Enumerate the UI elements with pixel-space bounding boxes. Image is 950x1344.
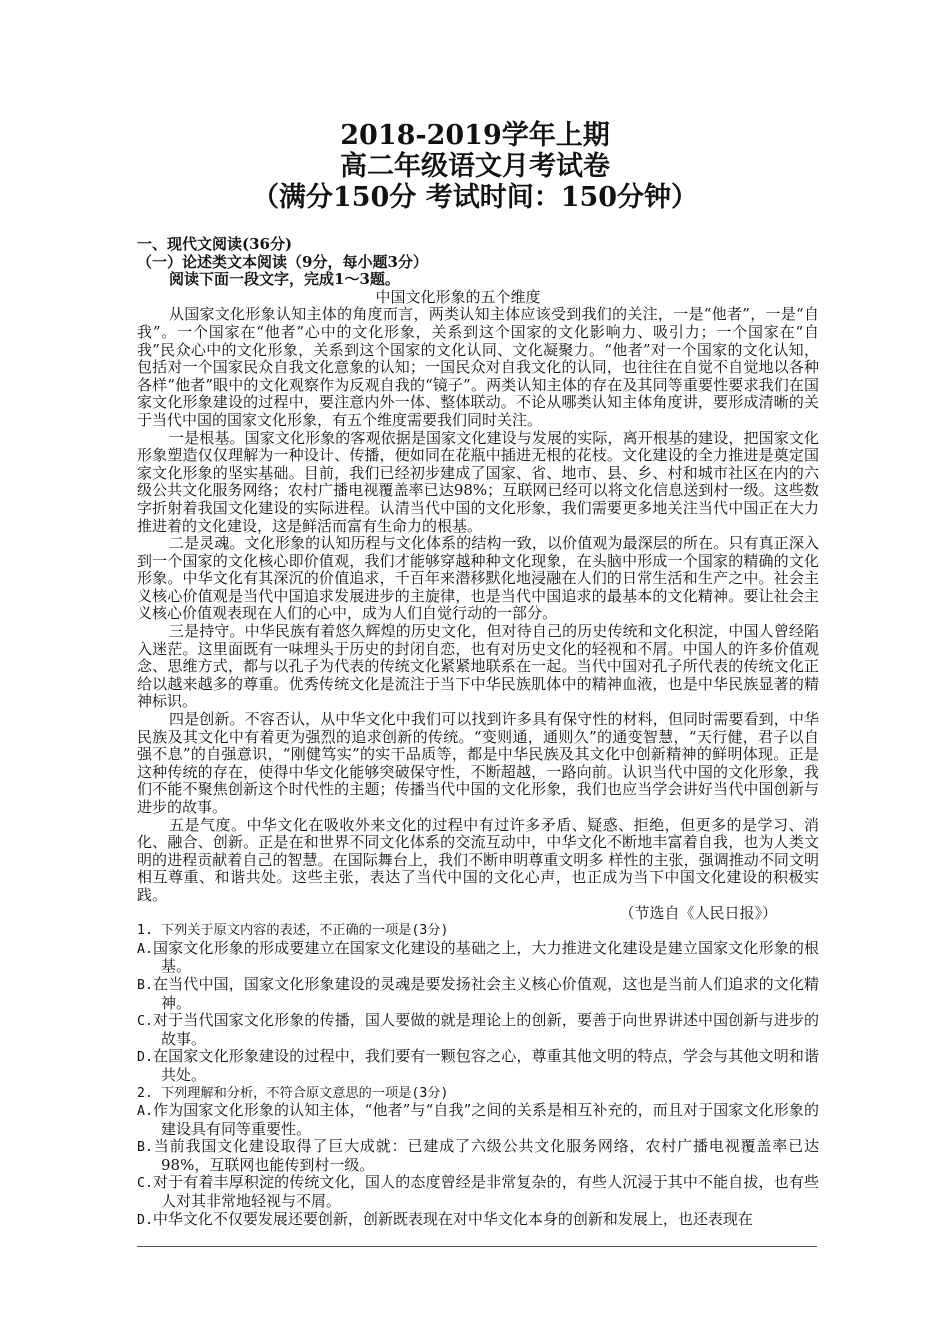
answer-option <box>137 940 819 976</box>
title-score-time: （满分150分 考试时间：150分钟） <box>251 182 699 213</box>
article-title: 中国文化形象的五个维度 <box>375 287 541 306</box>
option-letter: D. <box>137 1212 153 1228</box>
option-text: 在国家文化形象建设的过程中，我们要有一颗包容之心，尊重其他文明的特点，学会与其他文明和谐共处。 <box>152 1047 819 1084</box>
option-letter: D. <box>137 1050 153 1066</box>
option-letter: A. <box>137 941 153 957</box>
answer-option <box>137 1102 819 1138</box>
article-paragraph: 一是根基。国家文化形象的客观依据是国家文化建设与发展的实际，离开根基的建设，把国家文化形象塑造仅仅理解为一种设计、传播，便如同在花瓶中插进无根的花枝。文化建设的全力推进是奠定国家文化形象的坚实基础。目前，我们已经初步建成了国家、省、地市、县、乡、村和城市社区在内的六级公共文化服务网络；农村广播电视覆盖率已达98%；互联网已经可以将文化信息送到村一级。这些数字折射着我国文化建设的实际进程。认清当代中国的文化形象，我们需要更多地关注当代中国正在大力推进着的文化建设，这是鲜活而富有生命力的根基。 <box>137 428 819 535</box>
question-stem: 2. 下列理解和分析，不符合原文意思的一项是(3分) <box>137 1085 449 1101</box>
article-paragraph: 四是创新。不容否认，从中华文化中我们可以找到许多具有保守性的材料，但同时需要看到，中华民族及其文化中有着更为强烈的追求创新的传统。“变则通，通则久”的通变智慧，“天行健，君子以自强不息”的自强意识，“刚健笃实”的实干品质等，都是中华民族及其文化中创新精神的鲜明体现。正是这种传统的存在，使得中华文化能够突破保守性，不断超越，一路向前。认识当代中国的文化形象，我们不能不聚焦创新这个时代性的主题；传播当代中国的文化形象，我们也应当学会讲好当代中国创新与进步的故事。 <box>137 710 819 816</box>
reading-instruction: 阅读下面一段文字，完成1～3题。 <box>169 270 400 289</box>
answer-option <box>137 1048 819 1084</box>
option-letter: B. <box>137 977 153 993</box>
option-letter: B. <box>137 1140 153 1156</box>
question-1 <box>137 922 819 1084</box>
option-text: 对于有着丰厚积淀的传统文化，国人的态度曾经是非常复杂的，有些人沉浸于其中不能自拔，也有些人对其非常地轻视与不屑。 <box>152 1173 819 1211</box>
article-source: （节选自《人民日报》） <box>619 903 777 922</box>
answer-option <box>137 1174 819 1210</box>
exam-content <box>137 236 819 1229</box>
exam-title <box>0 120 950 213</box>
option-text: 对于当代国家文化形象的传播，国人要做的就是理论上的创新，要善于向世界讲述中国创新与进步的故事。 <box>152 1011 819 1048</box>
question-stem: 1. 下列关于原文内容的表述，不正确的一项是(3分) <box>137 923 449 939</box>
article-paragraph: 从国家文化形象认知主体的角度而言，两类认知主体应该受到我们的关注，一是“他者”，一是“自我”。一个国家在“他者”心中的文化形象，关系到这个国家的文化影响力、吸引力；一个国家在“自我”民众心中的文化形象，关系到这个国家的文化认同、文化凝聚力。“他者”对一个国家的文化认知，包括对一个国家民众自我文化意象的认知；一国民众对自我文化的认同，也往往在自觉不自觉地以各种各样“他者”眼中的文化观察作为反观自我的“镜子”。两类认知主体的存在及其同等重要性要求我们在国家文化形象建设的过程中，要注意内外一体、整体联动。不论从哪类认知主体角度讲，要形成清晰的关于当代中国的国家文化形象，有五个维度需要我们同时关注。 <box>137 305 819 429</box>
article-paragraph: 五是气度。中华文化在吸收外来文化的过程中有过许多矛盾、疑惑、拒绝，但更多的是学习、消化、融合、创新。正是在和世界不同文化体系的交流互动中，中华文化不断地丰富着自我，也为人类文明的进程贡献着自己的智慧。在国际舞台上，我们不断申明尊重文明多 样性的主张，强调推动不同文明相互尊重、和谐共处。这些主张，表达了当代中国的文化心声，也正成为当下中国文化建设的积极实践。 <box>137 815 819 904</box>
answer-option <box>137 1211 819 1230</box>
title-exam-name: 高二年级语文月考试卷 <box>340 151 610 182</box>
answer-option <box>137 1138 819 1174</box>
option-letter: C. <box>137 1176 153 1192</box>
article-paragraph: 二是灵魂。文化形象的认知历程与文化体系的结构一致，以价值观为最深层的所在。只有真正深入到一个国家的文化核心即价值观，我们才能够穿越种种文化现象，在头脑中形成一个国家的精确的文化形象。中华文化有其深沉的价值追求，千百年来潜移默化地浸融在人们的日常生活和生产之中。社会主义核心价值观是当代中国追求发展进步的主旋律，也是当代中国追求的最基本的文化精神。要让社会主义核心价值观表现在人们的心中，成为人们自觉行动的一部分。 <box>137 534 819 623</box>
option-text: 国家文化形象的形成要建立在国家文化建设的基础之上，大力推进文化建设是建立国家文化形象的根基。 <box>152 938 819 976</box>
answer-option <box>137 976 819 1012</box>
answer-option <box>137 1012 819 1048</box>
article-paragraph: 三是持守。中华民族有着悠久辉煌的历史文化，但对待自己的历史传统和文化积淀，中国人曾经陷入迷茫。这里面既有一味埋头于历史的封闭自恋，也有对历史文化的轻视和不屑。中国人的许多价值观念、思维方式，都与以孔子为代表的传统文化紧紧地联系在一起。当代中国对孔子所代表的传统文化正给以越来越多的尊重。优秀传统文化是流注于当下中华民族肌体中的精神血液，也是中华民族显著的精神标识。 <box>137 622 819 711</box>
option-text: 作为国家文化形象的认知主体，“他者”与“自我”之间的关系是相互补充的，而且对于国家文化形象的建设具有同等重要性。 <box>152 1101 819 1138</box>
option-letter: A. <box>137 1104 153 1120</box>
title-academic-year: 2018-2019学年上期 <box>340 120 610 151</box>
footer-divider <box>137 1246 817 1247</box>
section-heading: 一、现代文阅读(36分) <box>137 235 293 253</box>
subsection-heading: （一）论述类文本阅读（9分，每小题3分） <box>137 252 428 271</box>
option-text: 中华文化不仅要发展还要创新，创新既表现在对中华文化本身的创新和发展上，也还表现在 <box>152 1209 753 1228</box>
option-letter: C. <box>137 1014 153 1030</box>
option-text: 当前我国文化建设取得了巨大成就：已建成了六级公共文化服务网络，农村广播电视覆盖率已达98%，互联网也能传到村一级。 <box>152 1137 819 1174</box>
option-text: 在当代中国，国家文化形象建设的灵魂是要发扬社会主义核心价值观，这也是当前人们追求的文化精神。 <box>152 974 819 1012</box>
question-2 <box>137 1085 819 1230</box>
